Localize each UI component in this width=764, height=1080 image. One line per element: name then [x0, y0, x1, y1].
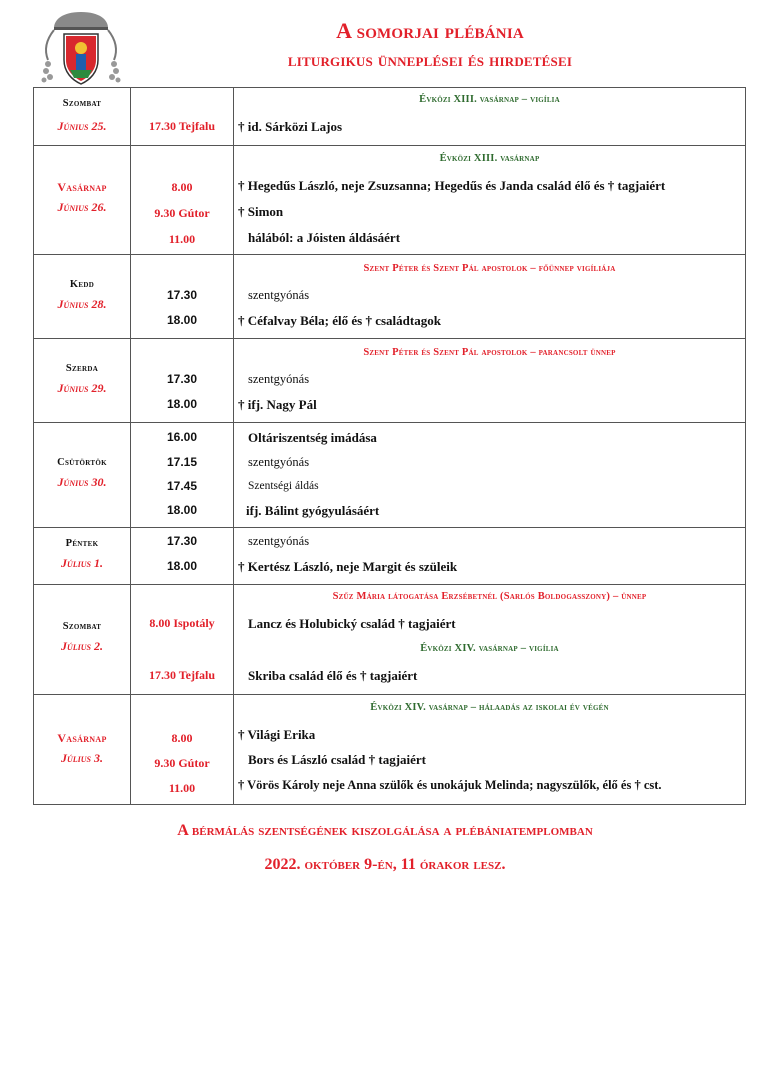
mass-time: 17.30 [166, 372, 198, 386]
mass-time: 17.30 Tejfalu [148, 119, 215, 133]
feast-label: Évközi XIII. vasárnap [439, 153, 540, 164]
event-label: szentgyónás [248, 372, 310, 386]
event-label: Oltáriszentség imádása [248, 430, 377, 445]
mass-time: 8.00 [171, 180, 193, 194]
day-row-sunday-july-3 [34, 695, 746, 805]
mass-intention: Lancz és Holubický család † tagjaiért [248, 616, 456, 631]
mass-time: 16.00 [166, 430, 198, 444]
mass-intention: hálából: a Jóisten áldásáért [248, 230, 401, 245]
feast-label: Évközi XIV. vasárnap – hálaadás az iskolai év végén [370, 702, 609, 713]
page-title: A somorjai plébánia [336, 18, 524, 43]
day-row-tuesday-june-28 [34, 255, 746, 339]
mass-time: 9.30 Gútor [154, 756, 210, 770]
mass-intention: † ifj. Nagy Pál [238, 397, 317, 412]
mass-time: 18.00 [166, 503, 198, 517]
schedule-table [33, 87, 746, 805]
mass-intention: † Vörös Károly neje Anna szülők és unokájuk Melinda; nagyszülők, élő és † cst. [238, 778, 662, 792]
day-date: Június 25. [57, 119, 107, 133]
event-label: szentgyónás [248, 288, 310, 302]
day-name: Szerda [65, 363, 99, 374]
feast-label: Évközi XIV. vasárnap – vigília [420, 643, 559, 654]
mass-time: 9.30 Gútor [154, 206, 210, 220]
mass-intention: † Simon [238, 204, 284, 219]
day-name: Szombat [62, 621, 102, 632]
day-row-saturday-june-25 [34, 88, 746, 146]
day-name: Szombat [62, 98, 102, 109]
mass-time: 8.00 Ispotály [149, 616, 215, 630]
day-name: Vasárnap [57, 180, 107, 194]
mass-intention: ifj. Bálint gyógyulásáért [246, 503, 380, 518]
day-date: Július 1. [60, 556, 103, 570]
mass-intention: † Hegedűs László, neje Zsuzsanna; Hegedűs és Janda család élő és † tagjaiért [238, 178, 666, 193]
day-date: Június 26. [57, 200, 107, 214]
day-date: Július 2. [60, 639, 103, 653]
event-label: Szentségi áldás [248, 480, 319, 492]
mass-time: 17.30 [166, 288, 198, 302]
day-name: Csütörtök [57, 457, 107, 468]
event-label: szentgyónás [248, 534, 310, 548]
mass-intention: † Kertész László, neje Margit és szüleik [238, 559, 458, 574]
mass-intention: † Céfalvay Béla; élő és † családtagok [238, 313, 441, 328]
day-date: Június 28. [57, 297, 107, 311]
mass-intention: Bors és László család † tagjaiért [248, 752, 427, 767]
feast-label: Szent Péter és Szent Pál apostolok – parancsolt ünnep [363, 347, 616, 358]
day-row-sunday-june-26 [34, 146, 746, 255]
mass-time: 11.00 [168, 781, 196, 795]
mass-intention: † Világi Erika [238, 727, 316, 742]
mass-time: 18.00 [166, 559, 198, 573]
day-row-saturday-july-2 [34, 585, 746, 695]
day-name: Péntek [65, 538, 99, 549]
confirmation-notice-line1: A bérmálás szentségének kiszolgálása a plébániatemplomban [177, 822, 593, 839]
page-subtitle: liturgikus ünneplései és hirdetései [287, 50, 573, 71]
day-row-thursday-june-30 [34, 423, 746, 528]
mass-intention: † id. Sárközi Lajos [238, 119, 343, 134]
mass-time: 18.00 [166, 313, 198, 327]
confirmation-notice-line2: 2022. október 9-én, 11 órakor lesz. [264, 856, 506, 873]
day-date: Június 29. [57, 381, 107, 395]
mass-intention: Skriba család élő és † tagjaiért [248, 668, 418, 683]
event-label: szentgyónás [248, 455, 310, 469]
feast-label: Szent Péter és Szent Pál apostolok – főünnep vigíliája [363, 263, 616, 274]
parish-crest-icon [40, 10, 122, 86]
day-name: Vasárnap [57, 731, 107, 745]
mass-time: 17.15 [166, 455, 198, 469]
feast-label: Szűz Mária látogatása Erzsébetnél (Sarlós Boldogasszony) – ünnep [332, 591, 647, 602]
day-name: Kedd [69, 279, 95, 290]
day-row-friday-july-1 [34, 528, 746, 585]
mass-time: 17.30 Tejfalu [148, 668, 215, 682]
mass-time: 8.00 [171, 731, 193, 745]
mass-time: 18.00 [166, 397, 198, 411]
feast-label: Évközi XIII. vasárnap – vigília [419, 94, 560, 105]
day-date: Június 30. [57, 475, 107, 489]
day-row-wednesday-june-29 [34, 339, 746, 423]
mass-time: 11.00 [168, 232, 196, 246]
mass-time: 17.30 [166, 534, 198, 548]
day-date: Július 3. [60, 751, 103, 765]
mass-time: 17.45 [166, 479, 198, 493]
